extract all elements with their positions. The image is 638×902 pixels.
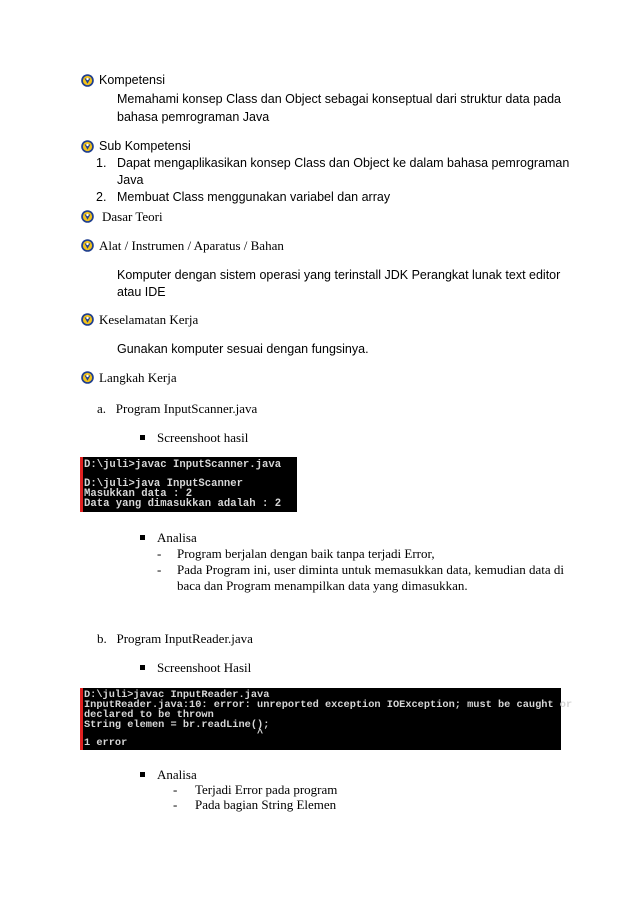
dasar-teori-heading: Dasar Teori	[102, 209, 163, 224]
analisa-item: Program berjalan dengan baik tanpa terjadi Error,	[177, 546, 435, 561]
analisa-item: Pada bagian String Elemen	[195, 797, 337, 812]
terminal-line: D:\juli>javac InputReader.java	[84, 689, 270, 701]
screenshot-label: Screenshoot Hasil	[157, 660, 252, 675]
logo-bullet-icon	[81, 140, 94, 153]
list-item-continuation: Java	[117, 173, 144, 187]
terminal-line: InputReader.java:10: error: unreported exception IOException; must be caught or	[84, 699, 573, 711]
dash-marker: -	[157, 546, 162, 561]
terminal-scroll-marker	[80, 457, 83, 512]
logo-bullet-icon	[81, 210, 94, 223]
analisa-item-continuation: baca dan Program menampilkan data yang dimasukkan.	[177, 578, 468, 593]
keselamatan-text: Gunakan komputer sesuai dengan fungsinya.	[117, 342, 369, 356]
dash-marker: -	[173, 797, 178, 812]
dash-marker: -	[173, 782, 178, 797]
kompetensi-text-line1: Memahami konsep Class dan Object sebagai konseptual dari struktur data pada	[117, 92, 562, 106]
list-item: Dapat mengaplikasikan konsep Class dan Object ke dalam bahasa pemrograman	[117, 156, 570, 170]
square-bullet-icon	[140, 772, 145, 777]
program-b-label: b. Program InputReader.java	[97, 631, 253, 646]
program-a-label: a. Program InputScanner.java	[97, 401, 258, 416]
square-bullet-icon	[140, 435, 145, 440]
logo-bullet-icon	[81, 371, 94, 384]
alat-text-line2: atau IDE	[117, 285, 166, 299]
alat-text-line1: Komputer dengan sistem operasi yang terinstall JDK Perangkat lunak text editor	[117, 268, 561, 282]
list-item-number: 1.	[96, 156, 107, 170]
analisa-item: Terjadi Error pada program	[195, 782, 338, 797]
analisa-item: Pada Program ini, user diminta untuk memasukkan data, kemudian data di	[177, 562, 565, 577]
terminal-line: D:\juli>java InputScanner	[84, 478, 243, 490]
keselamatan-heading: Keselamatan Kerja	[99, 312, 199, 327]
terminal-line: Masukkan data : 2	[84, 488, 193, 500]
terminal-scroll-marker	[80, 688, 83, 750]
terminal-line: declared to be thrown	[84, 709, 214, 721]
sub-kompetensi-heading: Sub Kompetensi	[99, 139, 191, 153]
terminal-line: String elemen = br.readLine();	[84, 719, 270, 731]
logo-bullet-icon	[81, 74, 94, 87]
list-item-number: 2.	[96, 190, 107, 204]
terminal-line: Data yang dimasukkan adalah : 2	[84, 498, 282, 510]
analisa-label: Analisa	[157, 767, 197, 782]
alat-heading: Alat / Instrumen / Aparatus / Bahan	[99, 238, 284, 253]
dash-marker: -	[157, 562, 162, 577]
terminal-screenshot	[80, 457, 297, 512]
square-bullet-icon	[140, 665, 145, 670]
langkah-heading: Langkah Kerja	[99, 370, 177, 385]
kompetensi-heading: Kompetensi	[99, 73, 166, 87]
list-item: Membuat Class menggunakan variabel dan array	[117, 190, 391, 204]
analisa-label: Analisa	[157, 530, 197, 545]
terminal-line: D:\juli>javac InputScanner.java	[84, 459, 282, 471]
kompetensi-text-line2: bahasa pemrograman Java	[117, 110, 270, 124]
terminal-line: 1 error	[84, 737, 128, 749]
terminal-line: ^	[84, 728, 264, 740]
logo-bullet-icon	[81, 239, 94, 252]
logo-bullet-icon	[81, 313, 94, 326]
square-bullet-icon	[140, 535, 145, 540]
terminal-screenshot	[80, 688, 573, 750]
screenshot-label: Screenshoot hasil	[157, 430, 249, 445]
